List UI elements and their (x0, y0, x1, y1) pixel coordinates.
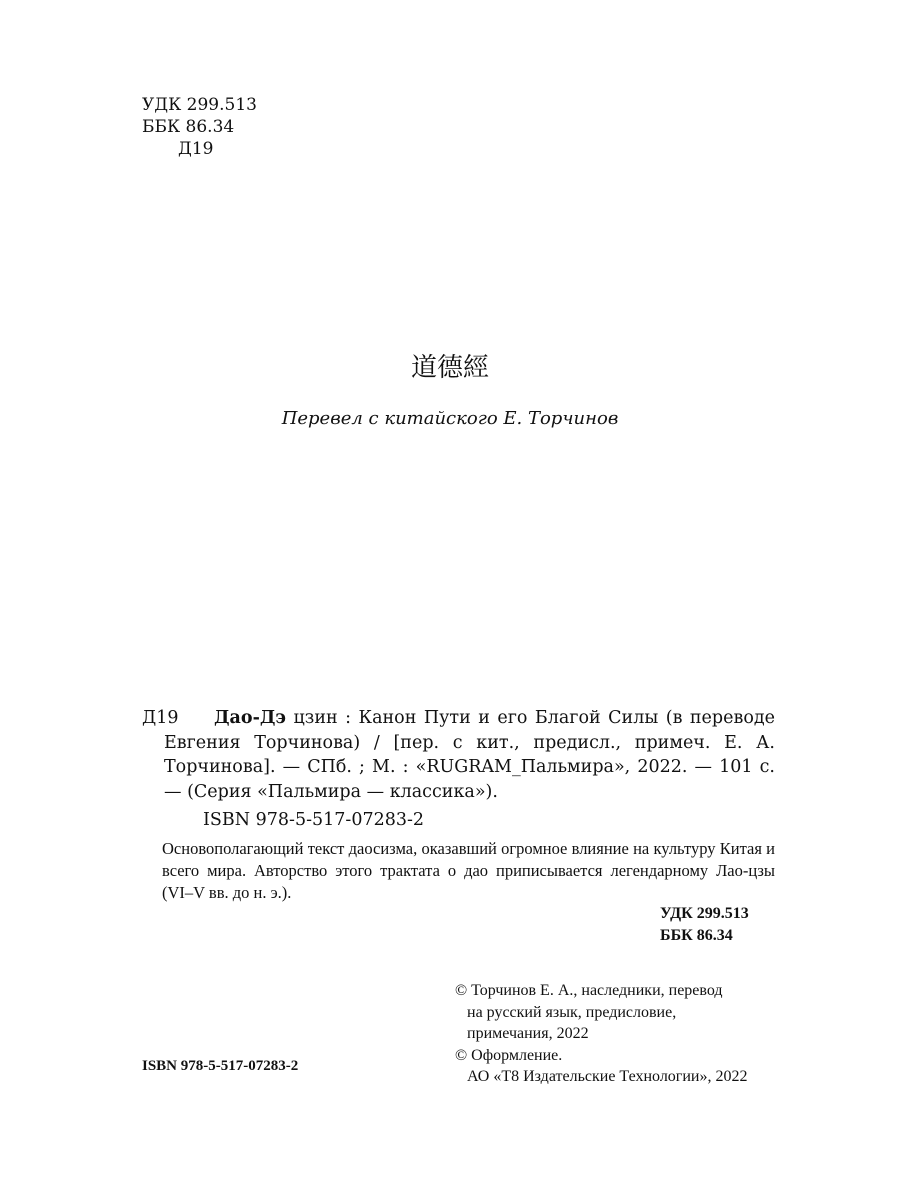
book-title: 道德經 (410, 353, 489, 383)
record-author: Дао-Дэ (214, 708, 287, 728)
bbk-code-bottom: ББК 86.34 (660, 927, 733, 944)
copyright-line: на русский язык, предисловие, (467, 1003, 677, 1021)
copyright-line: примечания, 2022 (467, 1025, 589, 1042)
annotation-text: Основополагающий текст даосизма, оказавший огромное влияние на культуру Китая и всего мира. Авторство этого трактата о дао приписывается легендарному Лао-цзы (VI–V вв. до н. э.). (162, 839, 775, 902)
classification-bottom (660, 903, 749, 947)
annotation (162, 838, 775, 904)
bbk-code: ББК 86.34 (142, 117, 235, 137)
udk-code-bottom: УДК 299.513 (660, 905, 749, 922)
record-description: цзин : Канон Пути и его Благой Силы (в переводе Евгения Торчинова) / [пер. с кит., предисл., примеч. Е. А. Торчинова]. — СПб. ; М. : «RUGRAM_Пальмира», 2022. — 101 с. — (Серия «Пальмира — классика»). (164, 708, 775, 802)
record-entry (164, 706, 775, 804)
bibliographic-record (142, 706, 775, 804)
copyright-block (455, 980, 748, 1088)
record-isbn: ISBN 978-5-517-07283-2 (203, 810, 425, 830)
copyright-line: АО «Т8 Издательские Технологии», 2022 (467, 1068, 748, 1085)
classification-block (142, 94, 257, 160)
copyright-line: © Оформление. (455, 1046, 563, 1064)
isbn-footer: ISBN 978-5-517-07283-2 (142, 1058, 299, 1074)
translator-line: Перевел с китайского Е. Торчинов (281, 408, 619, 429)
udk-code: УДК 299.513 (142, 95, 257, 115)
author-code: Д19 (178, 139, 214, 159)
copyright-line: © Торчинов Е. А., наследники, перевод (455, 982, 723, 999)
record-code: Д19 (142, 708, 179, 728)
